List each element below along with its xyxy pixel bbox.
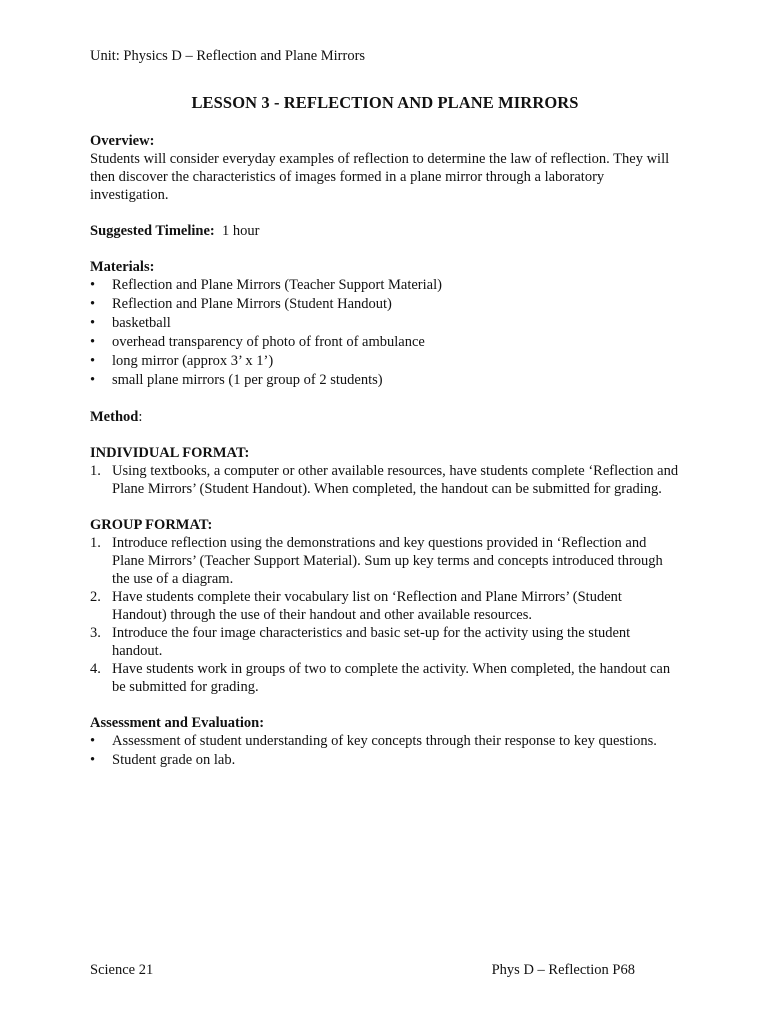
step-number: 1. — [90, 535, 101, 551]
step-number: 4. — [90, 661, 101, 677]
document-page — [90, 0, 690, 1024]
material-item: basketball — [112, 315, 171, 331]
timeline-line — [90, 222, 680, 240]
list-item — [90, 588, 680, 624]
assessment-heading: Assessment and Evaluation: — [90, 715, 265, 731]
list-item — [90, 371, 680, 389]
list-item — [90, 352, 680, 370]
method-line — [90, 408, 680, 426]
unit-header: Unit: Physics D – Reflection and Plane Mirrors — [90, 48, 366, 64]
timeline-label: Suggested Timeline: — [90, 223, 215, 239]
step-number: 1. — [90, 463, 101, 479]
footer-course: Science 21 — [90, 962, 154, 978]
list-item — [90, 751, 680, 769]
list-item — [90, 314, 680, 332]
bullet-icon: • — [90, 752, 96, 768]
method-label: Method — [90, 409, 139, 425]
bullet-icon: • — [90, 353, 96, 369]
list-item — [90, 732, 680, 750]
group-format-steps — [90, 534, 680, 696]
bullet-icon: • — [90, 334, 96, 350]
method-colon: : — [138, 409, 143, 425]
overview-text: Students will consider everyday examples of reflection to determine the law of reflection. They will then discover the characteristics of images formed in a plane mirror through a laboratory investigation. — [90, 151, 670, 203]
lesson-content — [90, 132, 680, 770]
overview-heading: Overview: — [90, 133, 155, 149]
material-item: long mirror (approx 3’ x 1’) — [112, 353, 274, 369]
list-item — [90, 534, 680, 588]
step-text: Using textbooks, a computer or other available resources, have students complete ‘Reflection and Plane Mirrors’ (Student Handout). When completed, the handout can be submitted for grading. — [112, 463, 679, 497]
bullet-icon: • — [90, 733, 96, 749]
timeline-value: 1 hour — [222, 223, 260, 239]
list-item — [90, 276, 680, 294]
material-item: Reflection and Plane Mirrors (Teacher Support Material) — [112, 277, 442, 293]
material-item: overhead transparency of photo of front of ambulance — [112, 334, 425, 350]
group-format-heading: GROUP FORMAT: — [90, 517, 213, 533]
list-item — [90, 660, 680, 696]
step-text: Have students complete their vocabulary list on ‘Reflection and Plane Mirrors’ (Student Handout) through the use of their handout and other available resources. — [112, 589, 622, 623]
list-item — [90, 295, 680, 313]
lesson-title: LESSON 3 - REFLECTION AND PLANE MIRRORS — [191, 93, 579, 112]
step-number: 2. — [90, 589, 101, 605]
footer-page-ref: Phys D – Reflection P68 — [491, 962, 635, 978]
assessment-list — [90, 732, 680, 769]
assessment-item: Student grade on lab. — [112, 752, 236, 768]
materials-list — [90, 276, 680, 389]
list-item — [90, 333, 680, 351]
step-text: Introduce the four image characteristics and basic set-up for the activity using the student handout. — [112, 625, 631, 659]
bullet-icon: • — [90, 315, 96, 331]
individual-format-heading: INDIVIDUAL FORMAT: — [90, 445, 250, 461]
individual-format-steps — [90, 462, 680, 498]
bullet-icon: • — [90, 296, 96, 312]
bullet-icon: • — [90, 372, 96, 388]
list-item — [90, 624, 680, 660]
material-item: small plane mirrors (1 per group of 2 students) — [112, 372, 383, 388]
step-text: Introduce reflection using the demonstrations and key questions provided in ‘Reflection and Plane Mirrors’ (Teacher Support Material). Sum up key terms and concepts introduced through the use of a diagram. — [112, 535, 663, 587]
assessment-item: Assessment of student understanding of key concepts through their response to key questions. — [112, 733, 657, 749]
materials-heading: Materials: — [90, 259, 155, 275]
step-number: 3. — [90, 625, 101, 641]
material-item: Reflection and Plane Mirrors (Student Handout) — [112, 296, 392, 312]
step-text: Have students work in groups of two to complete the activity. When completed, the handout can be submitted for grading. — [112, 661, 671, 695]
list-item — [90, 462, 680, 498]
bullet-icon: • — [90, 277, 96, 293]
